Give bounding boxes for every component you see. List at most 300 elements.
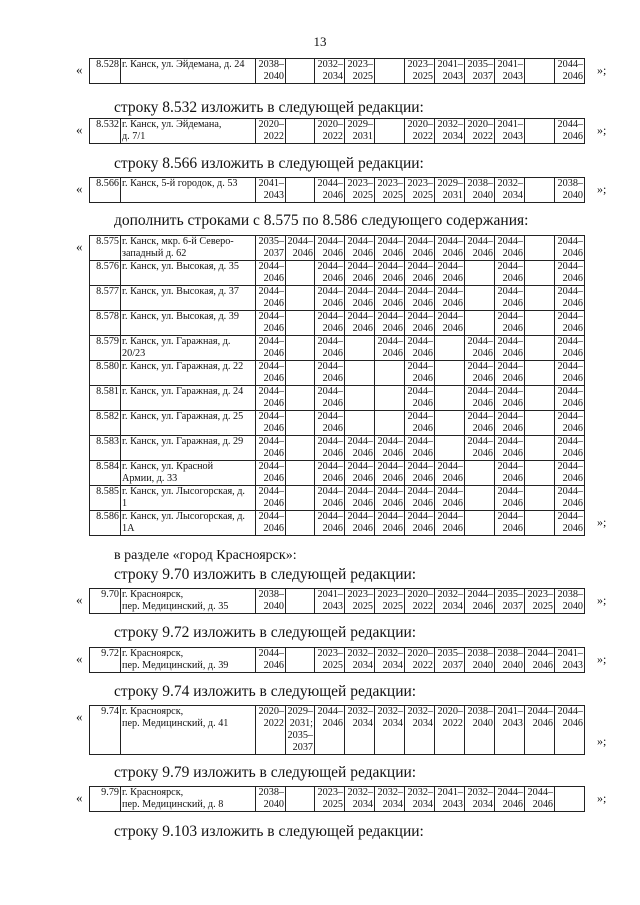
- years-cell: [525, 436, 555, 461]
- years-cell: [435, 386, 465, 411]
- years-cell: [525, 119, 555, 144]
- years-cell: 2044– 2046: [256, 286, 286, 311]
- years-cell: 2044– 2046: [555, 436, 585, 461]
- years-cell: 2020– 2022: [465, 119, 495, 144]
- years-cell: 2032– 2034: [345, 787, 375, 812]
- address-cell: г. Канск, мкр. 6-й Северо- западный д. 62: [121, 236, 256, 261]
- years-cell: [375, 411, 405, 436]
- years-cell: 2044– 2046: [555, 336, 585, 361]
- address-cell: г. Канск, ул. Лысогорская, д. 1А: [121, 511, 256, 536]
- years-cell: 2044– 2046: [315, 361, 345, 386]
- years-cell: 2032– 2034: [375, 648, 405, 673]
- years-cell: 2044– 2046: [375, 286, 405, 311]
- quote-open: «: [76, 651, 83, 666]
- quote-open: «: [76, 122, 83, 137]
- table-row: [90, 706, 585, 755]
- section-heading: строку 9.72 изложить в следующей редакции:: [114, 624, 417, 641]
- years-cell: [345, 361, 375, 386]
- years-cell: 2041– 2043: [435, 59, 465, 84]
- years-cell: 2044– 2046: [345, 311, 375, 336]
- years-cell: [345, 411, 375, 436]
- years-cell: [465, 486, 495, 511]
- address-cell: г. Канск, ул. Красной Армии, д. 33: [121, 461, 256, 486]
- years-cell: 2044– 2046: [495, 386, 525, 411]
- table-row: [90, 589, 585, 614]
- years-cell: [465, 511, 495, 536]
- table-row: [90, 336, 585, 361]
- years-cell: 2044– 2046: [256, 386, 286, 411]
- years-cell: [525, 336, 555, 361]
- years-cell: 2029– 2031: [345, 119, 375, 144]
- years-cell: 2023– 2025: [375, 178, 405, 203]
- quote-open: «: [76, 62, 83, 77]
- years-cell: 2044– 2046: [315, 311, 345, 336]
- years-cell: 2032– 2034: [405, 787, 435, 812]
- years-cell: 2044– 2046: [315, 706, 345, 755]
- years-cell: [525, 486, 555, 511]
- section-heading: строку 9.74 изложить в следующей редакции:: [114, 683, 417, 700]
- years-cell: 2020– 2022: [405, 648, 435, 673]
- addresses-table: [89, 588, 585, 614]
- addresses-table: [89, 118, 585, 144]
- years-cell: 2032– 2034: [435, 589, 465, 614]
- row-number-cell: 8.577: [90, 286, 121, 311]
- years-cell: 2041– 2043: [495, 59, 525, 84]
- address-cell: г. Канск, ул. Гаражная, д. 22: [121, 361, 256, 386]
- table-row: [90, 436, 585, 461]
- years-cell: 2032– 2034: [435, 119, 465, 144]
- years-cell: 2044– 2046: [525, 706, 555, 755]
- address-cell: г. Канск, ул. Высокая, д. 39: [121, 311, 256, 336]
- years-cell: 2044– 2046: [465, 589, 495, 614]
- years-cell: 2044– 2046: [495, 286, 525, 311]
- years-cell: 2044– 2046: [495, 461, 525, 486]
- years-cell: 2038– 2040: [465, 178, 495, 203]
- years-cell: [345, 336, 375, 361]
- years-cell: 2020– 2022: [405, 589, 435, 614]
- years-cell: 2023– 2025: [405, 178, 435, 203]
- table-row: [90, 787, 585, 812]
- row-number-cell: 8.578: [90, 311, 121, 336]
- years-cell: 2038– 2040: [256, 787, 286, 812]
- years-cell: 2044– 2046: [256, 461, 286, 486]
- years-cell: 2038– 2040: [555, 178, 585, 203]
- years-cell: 2041– 2043: [315, 589, 345, 614]
- years-cell: 2020– 2022: [405, 119, 435, 144]
- quote-open: «: [76, 181, 83, 196]
- years-cell: [286, 261, 315, 286]
- years-cell: 2044– 2046: [555, 511, 585, 536]
- address-cell: г. Канск, ул. Эйдемана, д. 24: [121, 59, 256, 84]
- table-row: [90, 119, 585, 144]
- years-cell: 2044– 2046: [256, 648, 286, 673]
- years-cell: 2044– 2046: [405, 361, 435, 386]
- years-cell: [286, 411, 315, 436]
- years-cell: [525, 511, 555, 536]
- years-cell: 2044– 2046: [495, 787, 525, 812]
- years-cell: 2044– 2046: [315, 411, 345, 436]
- years-cell: 2044– 2046: [405, 436, 435, 461]
- table-row: [90, 261, 585, 286]
- years-cell: 2044– 2046: [345, 236, 375, 261]
- addresses-table: [89, 786, 585, 812]
- years-cell: 2044– 2046: [405, 336, 435, 361]
- years-cell: 2044– 2046: [256, 436, 286, 461]
- years-cell: 2044– 2046: [465, 361, 495, 386]
- years-cell: 2044– 2046: [495, 486, 525, 511]
- years-cell: 2044– 2046: [375, 311, 405, 336]
- years-cell: 2044– 2046: [435, 236, 465, 261]
- years-cell: 2044– 2046: [256, 361, 286, 386]
- quote-close: »;: [597, 791, 607, 805]
- years-cell: 2044– 2046: [495, 336, 525, 361]
- years-cell: 2044– 2046: [465, 386, 495, 411]
- years-cell: 2023– 2025: [375, 589, 405, 614]
- years-cell: 2032– 2034: [495, 178, 525, 203]
- years-cell: 2044– 2046: [405, 511, 435, 536]
- years-cell: 2038– 2040: [256, 589, 286, 614]
- address-cell: г. Канск, ул. Эйдемана, д. 7/1: [121, 119, 256, 144]
- years-cell: 2044– 2046: [555, 119, 585, 144]
- years-cell: 2044– 2046: [375, 461, 405, 486]
- years-cell: 2032– 2034: [315, 59, 345, 84]
- years-cell: 2041– 2043: [495, 119, 525, 144]
- quote-open: «: [76, 592, 83, 607]
- years-cell: 2044– 2046: [345, 511, 375, 536]
- quote-close: »;: [597, 734, 607, 748]
- years-cell: 2044– 2046: [315, 236, 345, 261]
- years-cell: 2044– 2046: [495, 511, 525, 536]
- years-cell: 2044– 2046: [345, 261, 375, 286]
- years-cell: 2041– 2043: [256, 178, 286, 203]
- years-cell: 2044– 2046: [555, 311, 585, 336]
- years-cell: [286, 336, 315, 361]
- years-cell: [525, 236, 555, 261]
- years-cell: 2044– 2046: [435, 461, 465, 486]
- years-cell: 2044– 2046: [256, 486, 286, 511]
- years-cell: [465, 311, 495, 336]
- years-cell: 2044– 2046: [555, 59, 585, 84]
- years-cell: [286, 311, 315, 336]
- years-cell: 2020– 2022: [256, 706, 286, 755]
- years-cell: 2044– 2046: [375, 261, 405, 286]
- section-heading: строку 8.532 изложить в следующей редакции:: [114, 99, 424, 116]
- years-cell: [465, 461, 495, 486]
- years-cell: 2044– 2046: [555, 706, 585, 755]
- addresses-table: [89, 705, 585, 755]
- years-cell: 2029– 2031; 2035– 2037: [286, 706, 315, 755]
- years-cell: 2032– 2034: [345, 648, 375, 673]
- row-number-cell: 8.580: [90, 361, 121, 386]
- row-number-cell: 9.74: [90, 706, 121, 755]
- address-cell: г. Канск, ул. Лысогорская, д. 1: [121, 486, 256, 511]
- table-row: [90, 178, 585, 203]
- years-cell: 2044– 2046: [256, 261, 286, 286]
- years-cell: 2044– 2046: [525, 787, 555, 812]
- years-cell: 2020– 2022: [256, 119, 286, 144]
- years-cell: [286, 286, 315, 311]
- years-cell: 2044– 2046: [555, 461, 585, 486]
- quote-close: »;: [597, 182, 607, 196]
- years-cell: [525, 311, 555, 336]
- years-cell: 2044– 2046: [345, 461, 375, 486]
- addresses-table: [89, 177, 585, 203]
- row-number-cell: 8.586: [90, 511, 121, 536]
- years-cell: 2044– 2046: [405, 311, 435, 336]
- section-heading: строку 8.566 изложить в следующей редакции:: [114, 155, 424, 172]
- years-cell: [555, 787, 585, 812]
- years-cell: 2044– 2046: [286, 236, 315, 261]
- address-cell: г. Канск, ул. Гаражная, д. 29: [121, 436, 256, 461]
- years-cell: 2044– 2046: [375, 236, 405, 261]
- years-cell: 2044– 2046: [435, 286, 465, 311]
- row-number-cell: 8.585: [90, 486, 121, 511]
- years-cell: 2044– 2046: [555, 386, 585, 411]
- years-cell: [435, 411, 465, 436]
- years-cell: 2044– 2046: [405, 486, 435, 511]
- years-cell: 2044– 2046: [405, 261, 435, 286]
- years-cell: 2044– 2046: [555, 286, 585, 311]
- table-row: [90, 511, 585, 536]
- years-cell: 2023– 2025: [315, 648, 345, 673]
- years-cell: [286, 436, 315, 461]
- years-cell: [525, 386, 555, 411]
- years-cell: 2044– 2046: [555, 261, 585, 286]
- years-cell: 2044– 2046: [405, 286, 435, 311]
- years-cell: 2044– 2046: [256, 336, 286, 361]
- years-cell: 2044– 2046: [405, 411, 435, 436]
- years-cell: 2044– 2046: [465, 436, 495, 461]
- quote-close: »;: [597, 593, 607, 607]
- row-number-cell: 8.583: [90, 436, 121, 461]
- quote-open: «: [76, 790, 83, 805]
- table-row: [90, 461, 585, 486]
- years-cell: 2032– 2034: [405, 706, 435, 755]
- section-heading: строку 9.79 изложить в следующей редакции:: [114, 764, 417, 781]
- years-cell: 2035– 2037: [435, 648, 465, 673]
- years-cell: 2044– 2046: [315, 286, 345, 311]
- row-number-cell: 8.528: [90, 59, 121, 84]
- table-row: [90, 386, 585, 411]
- years-cell: 2044– 2046: [525, 648, 555, 673]
- years-cell: [286, 787, 315, 812]
- years-cell: [286, 486, 315, 511]
- years-cell: [375, 59, 405, 84]
- years-cell: 2020– 2022: [315, 119, 345, 144]
- years-cell: 2023– 2025: [345, 59, 375, 84]
- years-cell: 2023– 2025: [525, 589, 555, 614]
- years-cell: 2044– 2046: [375, 486, 405, 511]
- years-cell: 2044– 2046: [405, 236, 435, 261]
- years-cell: 2044– 2046: [315, 336, 345, 361]
- address-cell: г. Канск, ул. Высокая, д. 35: [121, 261, 256, 286]
- address-cell: г. Канск, 5-й городок, д. 53: [121, 178, 256, 203]
- years-cell: 2023– 2025: [405, 59, 435, 84]
- years-cell: 2044– 2046: [375, 511, 405, 536]
- table-row: [90, 286, 585, 311]
- years-cell: 2038– 2040: [555, 589, 585, 614]
- row-number-cell: 8.579: [90, 336, 121, 361]
- years-cell: 2044– 2046: [256, 311, 286, 336]
- years-cell: 2044– 2046: [345, 486, 375, 511]
- years-cell: 2044– 2046: [435, 511, 465, 536]
- years-cell: 2044– 2046: [315, 511, 345, 536]
- years-cell: 2044– 2046: [315, 486, 345, 511]
- years-cell: 2041– 2043: [495, 706, 525, 755]
- years-cell: 2032– 2034: [375, 706, 405, 755]
- row-number-cell: 8.582: [90, 411, 121, 436]
- years-cell: 2035– 2037: [465, 59, 495, 84]
- row-number-cell: 8.584: [90, 461, 121, 486]
- years-cell: 2038– 2040: [495, 648, 525, 673]
- addresses-table: [89, 58, 585, 84]
- years-cell: [286, 119, 315, 144]
- years-cell: 2044– 2046: [405, 386, 435, 411]
- years-cell: [435, 336, 465, 361]
- page-number: 13: [313, 34, 327, 49]
- years-cell: [525, 411, 555, 436]
- years-cell: 2044– 2046: [465, 411, 495, 436]
- years-cell: [435, 436, 465, 461]
- years-cell: 2020– 2022: [435, 706, 465, 755]
- row-number-cell: 8.532: [90, 119, 121, 144]
- years-cell: [525, 286, 555, 311]
- addresses-table: [89, 235, 585, 536]
- years-cell: 2032– 2034: [465, 787, 495, 812]
- row-number-cell: 8.566: [90, 178, 121, 203]
- row-number-cell: 9.79: [90, 787, 121, 812]
- years-cell: 2044– 2046: [435, 261, 465, 286]
- years-cell: 2044– 2046: [315, 261, 345, 286]
- addresses-table: [89, 647, 585, 673]
- years-cell: 2044– 2046: [555, 486, 585, 511]
- years-cell: [525, 59, 555, 84]
- years-cell: 2032– 2034: [345, 706, 375, 755]
- years-cell: [286, 461, 315, 486]
- address-cell: г. Красноярск, пер. Медицинский, д. 41: [121, 706, 256, 755]
- years-cell: 2044– 2046: [495, 311, 525, 336]
- years-cell: 2038– 2040: [465, 648, 495, 673]
- years-cell: 2044– 2046: [315, 436, 345, 461]
- row-number-cell: 8.575: [90, 236, 121, 261]
- years-cell: 2044– 2046: [315, 178, 345, 203]
- table-row: [90, 486, 585, 511]
- years-cell: 2044– 2046: [495, 411, 525, 436]
- years-cell: 2044– 2046: [495, 436, 525, 461]
- years-cell: 2044– 2046: [315, 461, 345, 486]
- years-cell: [465, 286, 495, 311]
- years-cell: [375, 119, 405, 144]
- quote-open: «: [76, 239, 83, 254]
- table-row: [90, 311, 585, 336]
- years-cell: 2044– 2046: [555, 236, 585, 261]
- quote-close: »;: [597, 515, 607, 529]
- years-cell: [286, 361, 315, 386]
- years-cell: [286, 648, 315, 673]
- address-cell: г. Канск, ул. Гаражная, д. 20/23: [121, 336, 256, 361]
- years-cell: [525, 261, 555, 286]
- years-cell: 2044– 2046: [345, 436, 375, 461]
- address-cell: г. Канск, ул. Гаражная, д. 24: [121, 386, 256, 411]
- quote-close: »;: [597, 652, 607, 666]
- quote-close: »;: [597, 63, 607, 77]
- quote-close: »;: [597, 123, 607, 137]
- address-cell: г. Красноярск, пер. Медицинский, д. 8: [121, 787, 256, 812]
- years-cell: [525, 461, 555, 486]
- years-cell: 2044– 2046: [315, 386, 345, 411]
- years-cell: 2044– 2046: [495, 236, 525, 261]
- years-cell: [345, 386, 375, 411]
- years-cell: [286, 178, 315, 203]
- years-cell: [286, 589, 315, 614]
- row-number-cell: 9.70: [90, 589, 121, 614]
- years-cell: 2044– 2046: [405, 461, 435, 486]
- years-cell: 2044– 2046: [465, 336, 495, 361]
- years-cell: [286, 59, 315, 84]
- years-cell: [375, 361, 405, 386]
- table-row: [90, 648, 585, 673]
- row-number-cell: 8.576: [90, 261, 121, 286]
- years-cell: 2044– 2046: [375, 336, 405, 361]
- table-row: [90, 236, 585, 261]
- quote-open: «: [76, 709, 83, 724]
- years-cell: 2035– 2037: [256, 236, 286, 261]
- address-cell: г. Красноярск, пер. Медицинский, д. 39: [121, 648, 256, 673]
- years-cell: [525, 361, 555, 386]
- table-row: [90, 59, 585, 84]
- years-cell: [286, 511, 315, 536]
- years-cell: 2041– 2043: [555, 648, 585, 673]
- years-cell: 2029– 2031: [435, 178, 465, 203]
- years-cell: [375, 386, 405, 411]
- years-cell: 2044– 2046: [256, 511, 286, 536]
- years-cell: 2035– 2037: [495, 589, 525, 614]
- years-cell: 2044– 2046: [345, 286, 375, 311]
- years-cell: 2044– 2046: [465, 236, 495, 261]
- years-cell: 2044– 2046: [495, 261, 525, 286]
- table-row: [90, 361, 585, 386]
- years-cell: 2038– 2040: [256, 59, 286, 84]
- years-cell: 2044– 2046: [495, 361, 525, 386]
- years-cell: 2041– 2043: [435, 787, 465, 812]
- section-heading: дополнить строками с 8.575 по 8.586 следующего содержания:: [114, 212, 529, 229]
- section-heading: в разделе «город Красноярск»:: [114, 548, 297, 563]
- years-cell: 2044– 2046: [256, 411, 286, 436]
- address-cell: г. Канск, ул. Высокая, д. 37: [121, 286, 256, 311]
- years-cell: 2044– 2046: [555, 411, 585, 436]
- years-cell: [525, 178, 555, 203]
- years-cell: 2038– 2040: [465, 706, 495, 755]
- years-cell: 2044– 2046: [435, 311, 465, 336]
- address-cell: г. Красноярск, пер. Медицинский, д. 35: [121, 589, 256, 614]
- years-cell: 2044– 2046: [435, 486, 465, 511]
- address-cell: г. Канск, ул. Гаражная, д. 25: [121, 411, 256, 436]
- years-cell: 2023– 2025: [345, 589, 375, 614]
- years-cell: 2032– 2034: [375, 787, 405, 812]
- years-cell: [286, 386, 315, 411]
- row-number-cell: 8.581: [90, 386, 121, 411]
- years-cell: [435, 361, 465, 386]
- years-cell: 2023– 2025: [345, 178, 375, 203]
- section-heading: строку 9.103 изложить в следующей редакции:: [114, 823, 424, 840]
- years-cell: 2023– 2025: [315, 787, 345, 812]
- table-row: [90, 411, 585, 436]
- section-heading: строку 9.70 изложить в следующей редакции:: [114, 566, 417, 583]
- years-cell: 2044– 2046: [555, 361, 585, 386]
- years-cell: 2044– 2046: [375, 436, 405, 461]
- years-cell: [465, 261, 495, 286]
- row-number-cell: 9.72: [90, 648, 121, 673]
